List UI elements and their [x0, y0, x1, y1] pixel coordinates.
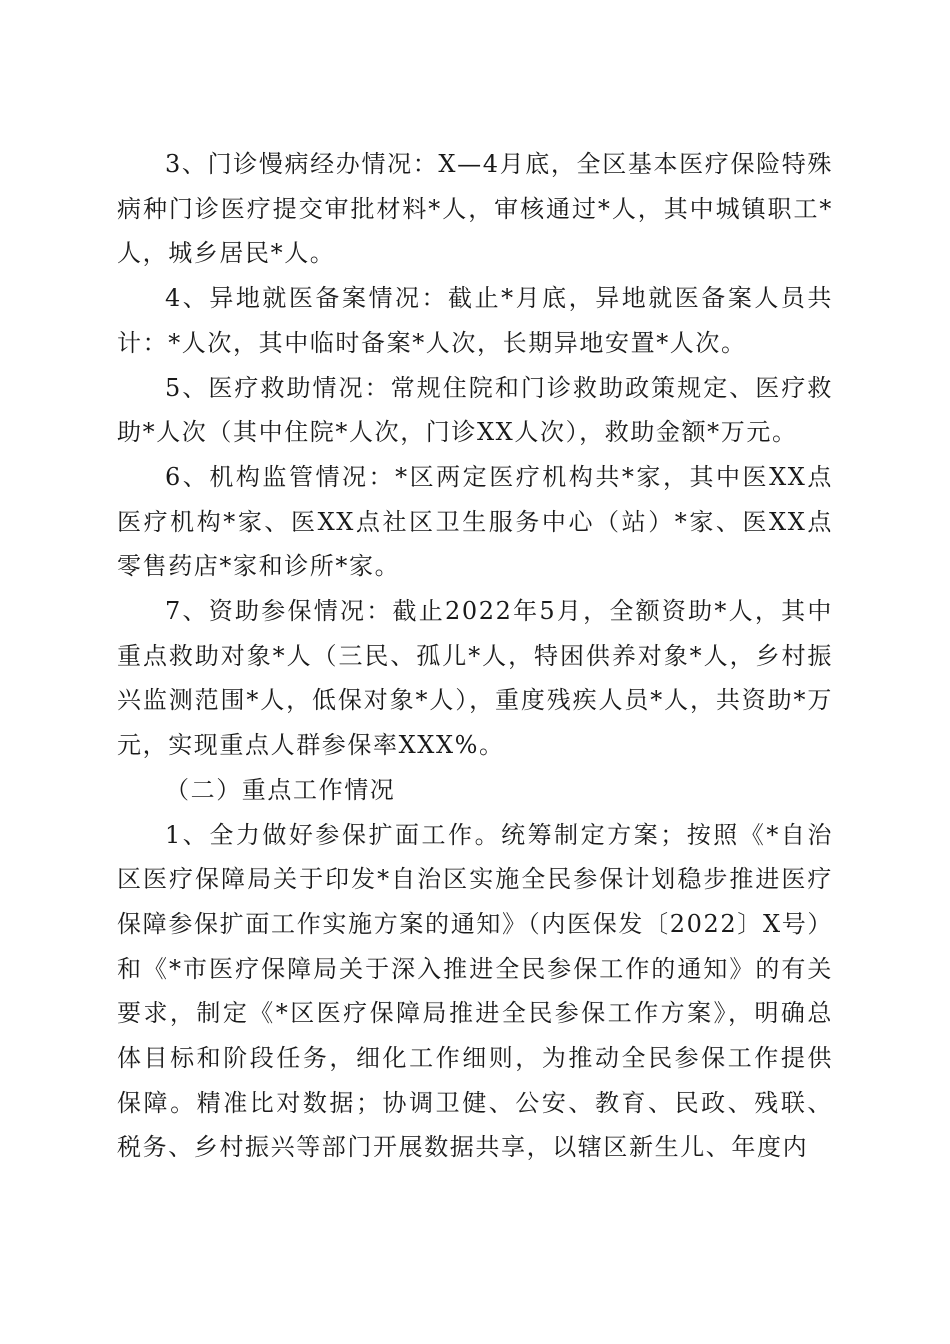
paragraph-outpatient-chronic: 3、门诊慢病经办情况：X—4月底，全区基本医疗保险特殊病种门诊医疗提交审批材料*人，审核通过*人，其中城镇职工*人，城乡居民*人。 [117, 150, 833, 268]
section-heading: （二）重点工作情况 [165, 775, 396, 804]
paragraph-expand-coverage: 1、全力做好参保扩面工作。统筹制定方案；按照《*自治区医疗保障局关于印发*自治区实施全民参保计划稳步推进医疗保障参保扩面工作实施方案的通知》（内医保发〔2022〕X号）和《*市医疗保障局关于深入推进全民参保工作的通知》的有关要求，制定《*区医疗保障局推进全民参保工作方案》，明确总体目标和阶段任务，细化工作细则，为推动全民参保工作提供保障。精准比对数据；协调卫健、公安、教育、民政、残联、税务、乡村振兴等部门开展数据共享，以辖区新生儿、年度内 [117, 820, 833, 1162]
paragraph-insurance-subsidy: 7、资助参保情况：截止2022年5月，全额资助*人，其中重点救助对象*人（三民、孤儿*人，特困供养对象*人，乡村振兴监测范围*人，低保对象*人），重度残疾人员*人，共资助*万元，实现重点人群参保率XXX%。 [117, 597, 833, 760]
paragraph-medical-assistance: 5、医疗救助情况：常规住院和门诊救助政策规定、医疗救助*人次（其中住院*人次，门诊XX人次），救助金额*万元。 [117, 373, 833, 447]
paragraph-remote-medical-filing: 4、异地就医备案情况：截止*月底，异地就医备案人员共计：*人次，其中临时备案*人次，长期异地安置*人次。 [117, 284, 833, 357]
paragraph-institution-supervision: 6、机构监管情况：*区两定医疗机构共*家，其中医XX点医疗机构*家、医XX点社区卫生服务中心（站）*家、医XX点零售药店*家和诊所*家。 [117, 462, 833, 581]
document-body [117, 142, 833, 1170]
